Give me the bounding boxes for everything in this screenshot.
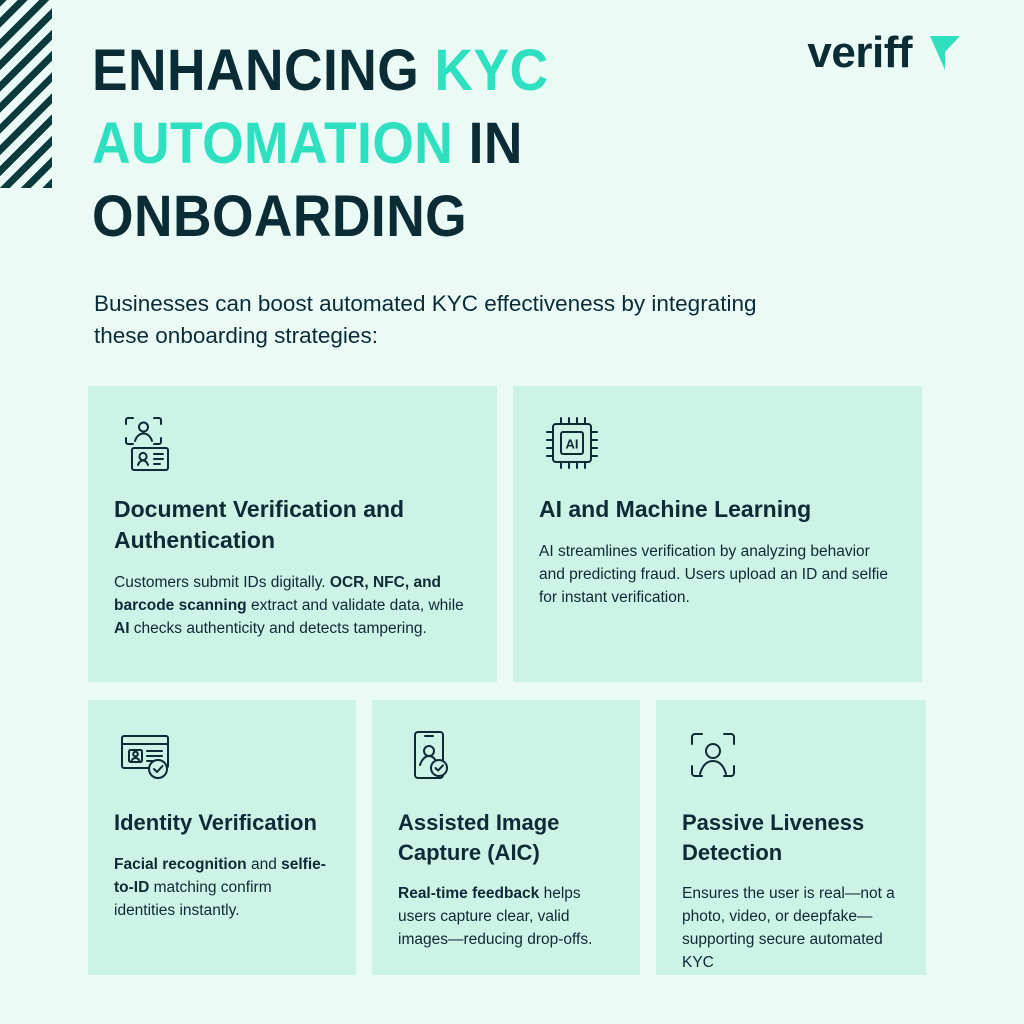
mobile-selfie-check-icon	[398, 724, 614, 796]
card-document-verification	[88, 386, 497, 682]
page-title	[92, 34, 662, 253]
card-title: Passive Liveness Detection	[682, 810, 865, 865]
identity-card-check-icon	[114, 724, 330, 796]
headline-line2-plain: IN	[453, 111, 523, 177]
id-card-person-icon	[114, 410, 471, 482]
card-title: Identity Verification	[114, 810, 317, 835]
card-assisted-image-capture	[372, 700, 640, 975]
card-body: AI streamlines verification by analyzing behavior and predicting fraud. Users upload an ID and selfie for instant verification.	[539, 543, 888, 606]
cards-row-bottom	[88, 700, 926, 975]
intro-paragraph: Businesses can boost automated KYC effectiveness by integrating these onboarding strategies:	[94, 291, 757, 349]
face-scan-frame-icon	[682, 724, 900, 796]
card-body: Facial recognition and selfie-to-ID matching confirm identities instantly.	[114, 855, 326, 919]
decorative-stripes	[0, 0, 52, 188]
veriff-checkmark-icon	[922, 30, 968, 76]
headline-line3-plain: ONBOARDING	[92, 184, 468, 250]
svg-text:AI: AI	[565, 436, 579, 452]
card-title: Document Verification and Authentication	[114, 496, 405, 554]
card-ai-machine-learning	[513, 386, 922, 682]
cards-row-top	[88, 386, 922, 682]
ai-chip-icon	[539, 410, 896, 482]
card-title: AI and Machine Learning	[539, 496, 812, 522]
card-title: Assisted Image Capture (AIC)	[398, 810, 560, 865]
card-passive-liveness-detection	[656, 700, 926, 975]
brand-logo	[807, 30, 968, 76]
card-body: Real-time feedback helps users capture clear, valid images—reducing drop-offs.	[398, 885, 593, 949]
card-identity-verification	[88, 700, 356, 975]
headline-line1-plain: ENHANCING	[92, 38, 435, 103]
headline-line2-accent: AUTOMATION	[92, 111, 454, 177]
brand-logo-text: veriff	[807, 28, 912, 77]
card-body: Ensures the user is real—not a photo, video, or deepfake—supporting secure automated KYC	[682, 885, 895, 972]
card-body: Customers submit IDs digitally. OCR, NFC, and barcode scanning extract and validate data, while AI checks authenticity and detects tampering.	[114, 574, 464, 637]
headline-line1-accent: KYC	[434, 38, 549, 103]
